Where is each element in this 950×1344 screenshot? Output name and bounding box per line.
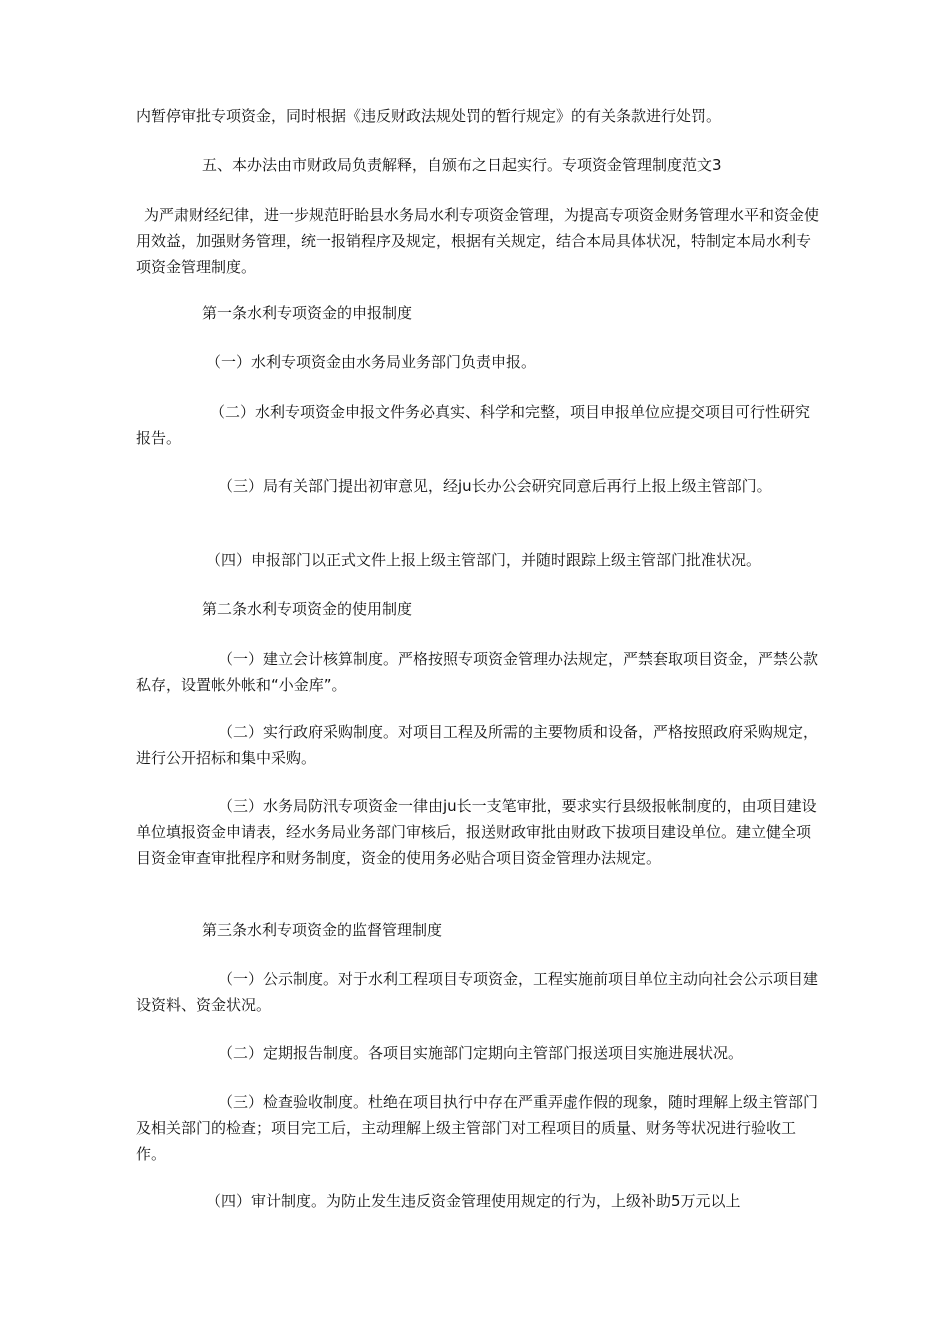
paragraph-application-3: （三）局有关部门提出初审意见，经ju长办公会研究同意后再行上报上级主管部门。 (218, 477, 772, 495)
paragraph-usage-2: （二）实行政府采购制度。对项目工程及所需的主要物质和设备，严格按照政府采购规定，进行公开招标和集中采购。 (136, 723, 819, 767)
paragraph-preamble: 为严肃财经纪律，进一步规范盱眙县水务局水利专项资金管理，为提高专项资金财务管理水平和资金使用效益，加强财务管理，统一报销程序及规定，根据有关规定，结合本局具体状况，特制定本局水利专项资金管理制度。 (136, 206, 820, 276)
paragraph-penalty-clause: 内暂停审批专项资金，同时根据《违反财政法规处罚的暂行规定》的有关条款进行处罚。 (136, 107, 722, 125)
paragraph-supervision-3: （三）检查验收制度。杜绝在项目执行中存在严重弄虚作假的现象，随时理解上级主管部门及相关部门的检查；项目完工后，主动理解上级主管部门对工程项目的质量、财务等状况进行验收工作。 (136, 1093, 819, 1163)
paragraph-application-1: （一）水利专项资金由水务局业务部门负责申报。 (206, 353, 537, 371)
paragraph-supervision-4: （四）审计制度。为防止发生违反资金管理使用规定的行为，上级补助5万元以上 (206, 1192, 741, 1210)
paragraph-supervision-1: （一）公示制度。对于水利工程项目专项资金，工程实施前项目单位主动向社会公示项目建设资料、资金状况。 (136, 970, 819, 1014)
paragraph-usage-1: （一）建立会计核算制度。严格按照专项资金管理办法规定，严禁套取项目资金，严禁公款私存，设置帐外帐和“小金库”。 (136, 650, 819, 694)
paragraph-application-4: （四）申报部门以正式文件上报上级主管部门，并随时跟踪上级主管部门批准状况。 (206, 551, 762, 569)
section-heading-supervision: 第三条水利专项资金的监督管理制度 (202, 921, 443, 939)
paragraph-usage-3: （三）水务局防汛专项资金一律由ju长一支笔审批，要求实行县级报帐制度的，由项目建设单位填报资金申请表，经水务局业务部门审核后，报送财政审批由财政下拔项目建设单位。建立健全项目资金审查审批程序和财务制度，资金的使用务必贴合项目资金管理办法规定。 (136, 797, 817, 867)
section-heading-application: 第一条水利专项资金的申报制度 (202, 304, 413, 322)
paragraph-application-2: （二）水利专项资金申报文件务必真实、科学和完整，项目申报单位应提交项目可行性研究报告。 (136, 403, 811, 447)
paragraph-supervision-2: （二）定期报告制度。各项目实施部门定期向主管部门报送项目实施进展状况。 (218, 1044, 744, 1062)
paragraph-article-five: 五、本办法由市财政局负责解释，自颁布之日起实行。专项资金管理制度范文3 (202, 156, 722, 174)
section-heading-usage: 第二条水利专项资金的使用制度 (202, 600, 413, 618)
